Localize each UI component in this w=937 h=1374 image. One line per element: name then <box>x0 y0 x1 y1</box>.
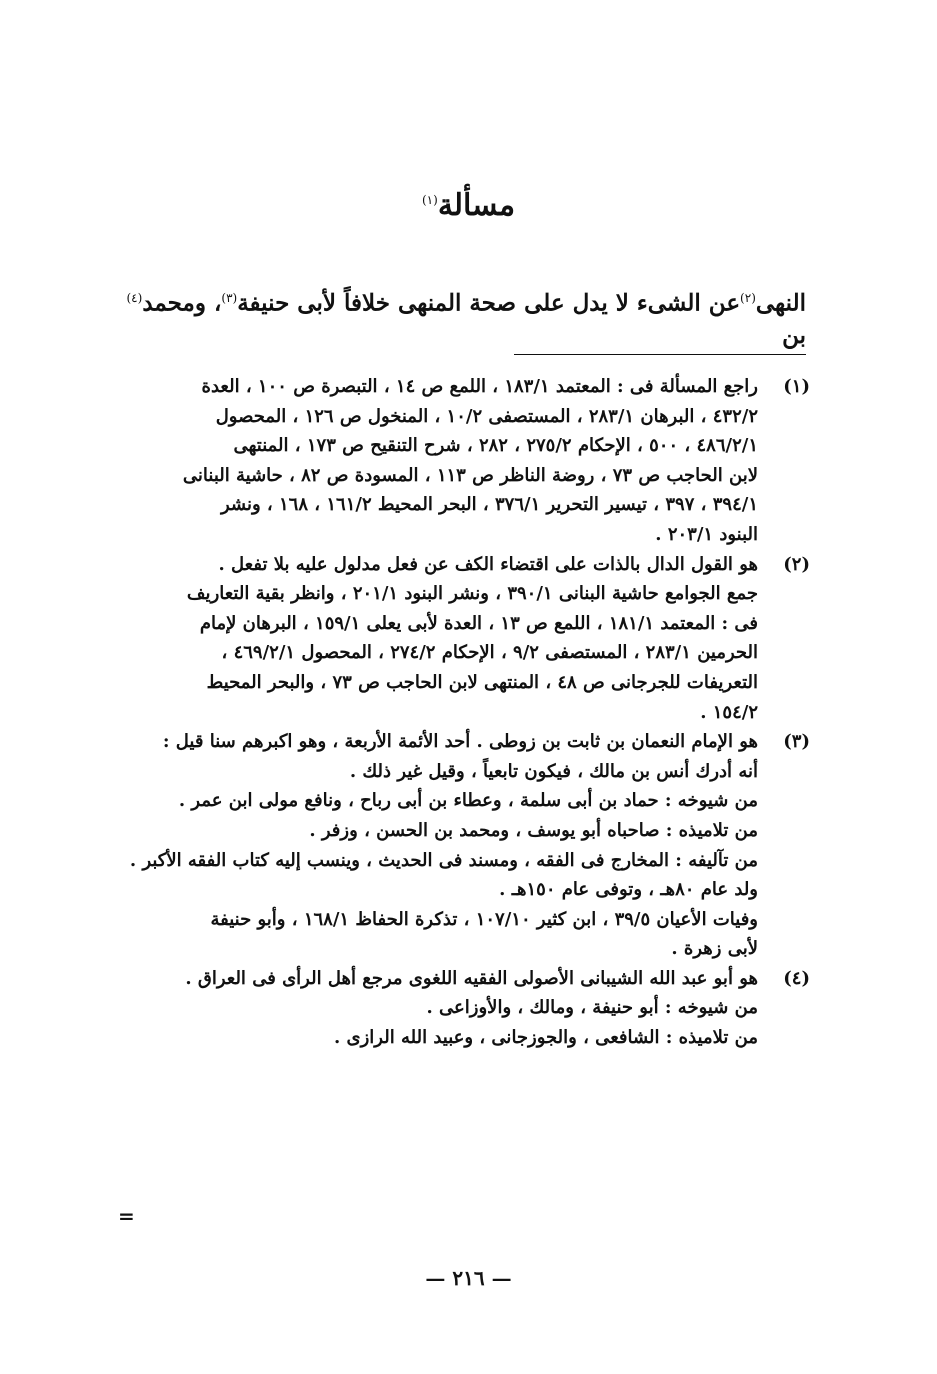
footnote-1 <box>110 372 810 550</box>
footnote-line: ١٥٤/٢ . <box>700 701 758 723</box>
footnote-marker-3: (٣) <box>221 291 238 305</box>
footnote-marker-4: (٤) <box>126 291 143 305</box>
footnote-line: من تلاميذه : صاحباه أبو يوسف ، ومحمد بن الحسن ، وزفر . <box>309 819 758 841</box>
footnote-line: لأبى زهرة . <box>671 938 758 960</box>
footnote-line: هو الإمام النعمان بن ثابت بن زوطى . أحد الأئمة الأربعة ، وهو اكبرهم سنا قيل : <box>162 731 758 753</box>
main-text-segment: عن الشىء لا يدل على صحة المنهى خلافاً لأبى حنيفة <box>237 289 741 317</box>
title-footnote-marker: (١) <box>421 193 438 207</box>
footnote-line: من شيوخه : أبو حنيفة ، ومالك ، والأوزاعى . <box>426 997 758 1019</box>
section-title <box>0 188 937 223</box>
main-text-segment: النهى <box>755 289 806 317</box>
footnote-body <box>110 550 758 728</box>
footnote-3 <box>110 727 810 964</box>
footnote-line: راجع المسألة فى : المعتمد ١٨٣/١ ، اللمع ص ١٤ ، التبصرة ص ١٠٠ ، العدة <box>201 376 758 397</box>
main-text <box>110 282 806 352</box>
footnote-line: فى : المعتمد ١٨١/١ ، اللمع ص ١٣ ، العدة لأبى يعلى ١٥٩/١ ، البرهان لإمام <box>199 612 758 634</box>
footnote-line: من تلاميذه : الشافعى ، والجوزجانى ، وعبيد الله الرازى . <box>333 1027 758 1049</box>
footnote-line: ٣٩٤/١ ، ٣٩٧ ، تيسير التحرير ٣٧٦/١ ، البحر المحيط ١٦١/٢ ، ١٦٨ ، ونشر <box>220 494 758 516</box>
footnote-line: البنود ٢٠٣/١ . <box>655 523 758 545</box>
footnote-body <box>110 727 758 964</box>
footnote-line: الحرمين ٢٨٣/١ ، المستصفى ٩/٢ ، الإحكام ٢٧٤/٢ ، المحصول ٤٦٩/٢/١ ، <box>221 642 758 664</box>
footnotes <box>110 372 810 1053</box>
main-text-segment: بن <box>782 321 806 349</box>
footnote-2 <box>110 550 810 728</box>
footnote-line: هو القول الدال بالذات على اقتضاء الكف عن فعل مدلول عليه بلا تفعل . <box>218 553 758 575</box>
footnote-line: ولد عام ٨٠هـ ، وتوفى عام ١٥٠هـ . <box>499 879 758 901</box>
footnote-line: وفيات الأعيان ٣٩/٥ ، ابن كثير ١٠٧/١٠ ، تذكرة الحفاظ ١٦٨/١ ، وأبو حنيفة <box>210 908 758 930</box>
footnote-line: هو أبو عبد الله الشيبانى الأصولى الفقيه اللغوى مرجع أهل الرأى فى العراق . <box>185 967 758 989</box>
footnote-line: لابن الحاجب ص ٧٣ ، روضة الناظر ص ١١٣ ، المسودة ص ٨٢ ، حاشية البنانى <box>182 464 758 486</box>
footnote-number: (٤) <box>783 967 810 989</box>
page-number: — ٢١٦ — <box>425 1266 512 1290</box>
footnote-line: ٤٣٢/٢ ، البرهان ٢٨٣/١ ، المستصفى ١٠/٢ ، المنخول ص ١٢٦ ، المحصول <box>215 405 758 427</box>
footnote-number: (١) <box>783 376 810 397</box>
footnote-separator <box>514 354 806 355</box>
footnote-body <box>110 372 758 550</box>
footnote-4 <box>110 964 810 1053</box>
footnote-line: أنه أدرك أنس بن مالك ، فيكون تابعياً ، وقيل غير ذلك . <box>349 760 758 782</box>
continuation-mark: = <box>118 1204 135 1228</box>
footnote-number: (٣) <box>783 731 810 753</box>
footnote-line: من شيوخه : حماد بن أبى سلمة ، وعطاء بن أبى رباح ، ونافع مولى ابن عمر . <box>178 790 758 812</box>
footnote-line: جمع الجوامع حاشية البنانى ٣٩٠/١ ، ونشر البنود ٢٠١/١ ، وانظر بقية التعاريف <box>186 583 758 605</box>
footnote-number: (٢) <box>783 553 810 575</box>
title-text: مسألة <box>437 188 516 223</box>
footnote-body <box>110 964 758 1053</box>
footnote-line: من تآليفه : المخارج فى الفقه ، ومسند فى الحديث ، وينسب إليه كتاب الفقه الأكبر . <box>129 849 758 871</box>
footnote-line: التعريفات للجرجانى ص ٤٨ ، المنتهى لابن الحاجب ص ٧٣ ، والبحر المحيط <box>206 671 758 693</box>
footnote-marker-2: (٢) <box>740 291 756 305</box>
footnote-line: ٤٨٦/٢/١ ، ٥٠٠ ، الإحكام ٢٧٥/٢ ، ٢٨٢ ، شرح التنقيح ص ١٧٣ ، المنتهى <box>233 435 758 457</box>
main-text-segment: ، ومحمد <box>142 289 222 317</box>
